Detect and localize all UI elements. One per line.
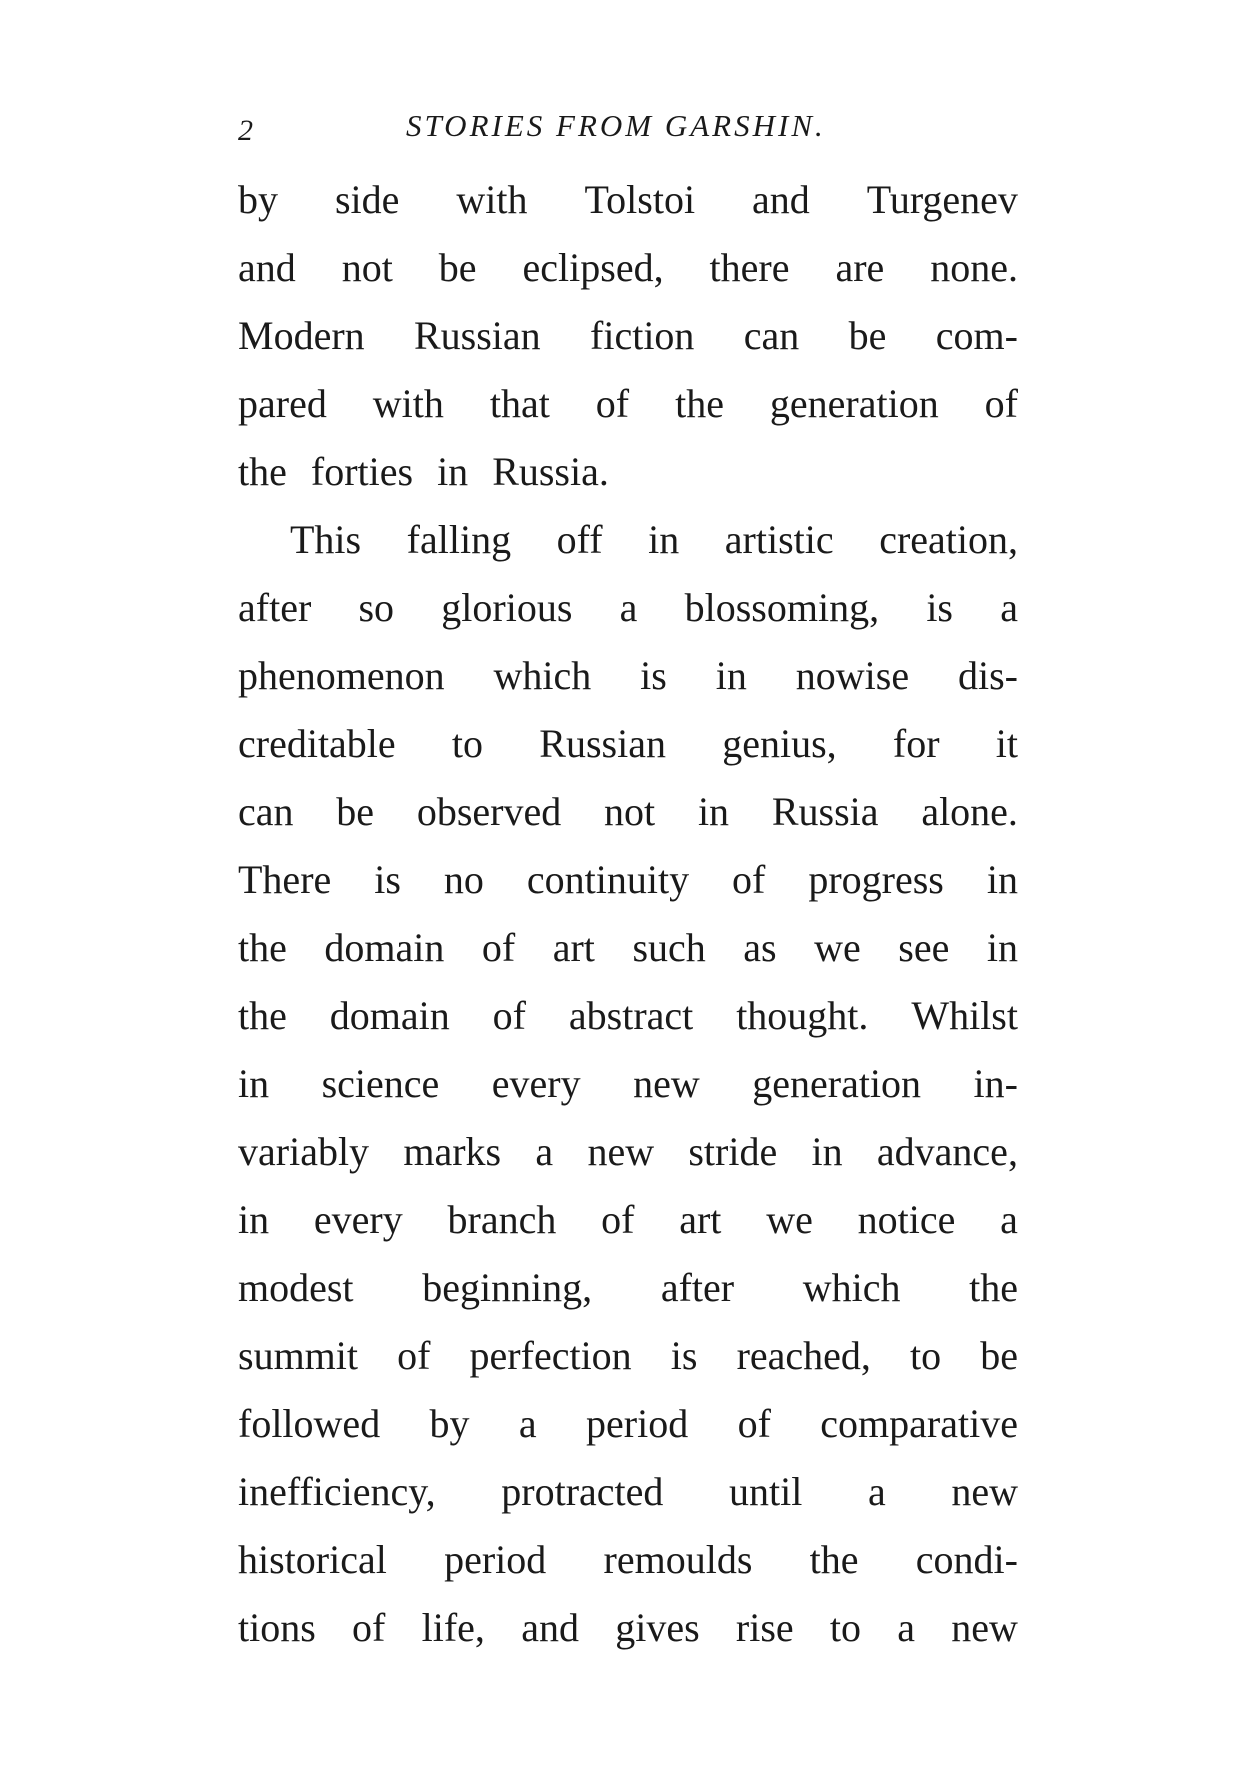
word: the	[238, 993, 287, 1038]
word: a	[1000, 585, 1018, 630]
text-line	[238, 234, 1018, 302]
text-line	[238, 370, 1018, 438]
word: art	[552, 925, 595, 970]
word: the	[238, 925, 287, 970]
word: progress	[808, 857, 944, 902]
word: can	[238, 789, 294, 834]
word: a	[897, 1605, 916, 1650]
word: and	[238, 245, 296, 290]
word: Russia	[771, 789, 879, 834]
word: variably	[238, 1129, 370, 1174]
word: period	[444, 1537, 547, 1582]
word: rise	[735, 1605, 794, 1650]
word: so	[358, 585, 395, 630]
word: to	[829, 1605, 862, 1650]
word: in	[238, 1197, 270, 1242]
running-title: STORIES FROM GARSHIN.	[406, 108, 826, 143]
word: is	[670, 1333, 698, 1378]
word: of	[737, 1401, 771, 1446]
word: domain	[329, 993, 450, 1038]
word: is	[374, 857, 401, 902]
word: eclipsed,	[522, 245, 664, 290]
word: continuity	[526, 857, 690, 902]
word: the	[238, 449, 287, 494]
text-line	[238, 1050, 1018, 1118]
word: in	[697, 789, 730, 834]
word: until	[729, 1469, 803, 1514]
word: in	[437, 449, 469, 494]
text-line	[238, 1186, 1018, 1254]
word: to	[451, 721, 484, 766]
word: beginning,	[422, 1265, 593, 1310]
text-line	[238, 574, 1018, 642]
word: alone.	[921, 789, 1018, 834]
word: Whilst	[911, 993, 1018, 1038]
text-line	[238, 302, 1018, 370]
word: reached,	[736, 1333, 871, 1378]
word: This	[290, 517, 362, 562]
word: artistic	[724, 517, 834, 562]
word: of	[595, 381, 630, 426]
word: dis-	[957, 653, 1018, 698]
word: Modern	[238, 313, 365, 358]
word: see	[898, 925, 950, 970]
word: are	[835, 245, 885, 290]
text-line	[238, 506, 1018, 574]
word: a	[518, 1401, 537, 1446]
word: abstract	[568, 993, 694, 1038]
word: to	[910, 1333, 942, 1378]
word: be	[438, 245, 477, 290]
word: pared	[238, 381, 327, 426]
word: for	[892, 721, 940, 766]
word: in-	[973, 1061, 1018, 1106]
word: not	[604, 789, 656, 834]
word: Russian	[413, 313, 541, 358]
word: be	[336, 789, 375, 834]
word: by	[429, 1401, 470, 1446]
word: after	[660, 1265, 735, 1310]
text-line	[238, 1322, 1018, 1390]
word: none.	[930, 245, 1018, 290]
word: off	[556, 517, 603, 562]
word: of	[732, 857, 766, 902]
word: of	[481, 925, 516, 970]
word: with	[372, 381, 444, 426]
word: Russia.	[492, 449, 609, 494]
text-line	[238, 1390, 1018, 1458]
word: we	[766, 1197, 813, 1242]
word: is	[926, 585, 953, 630]
word: the	[969, 1265, 1018, 1310]
word: of	[601, 1197, 635, 1242]
text-line	[238, 778, 1018, 846]
word: the	[675, 381, 724, 426]
word: advance,	[876, 1129, 1018, 1174]
text-line	[238, 1118, 1018, 1186]
word: of	[352, 1605, 386, 1650]
text-line	[238, 1458, 1018, 1526]
word: the	[809, 1537, 859, 1582]
word: tions	[238, 1605, 316, 1650]
word: com-	[935, 313, 1018, 358]
word: art	[679, 1197, 722, 1242]
word: comparative	[820, 1401, 1018, 1446]
text-line	[238, 1526, 1018, 1594]
word: be	[848, 313, 887, 358]
word: new	[587, 1129, 655, 1174]
word: life,	[421, 1605, 485, 1650]
text-line	[238, 982, 1018, 1050]
word: of	[397, 1333, 431, 1378]
word: new	[951, 1605, 1018, 1650]
word: in	[648, 517, 680, 562]
word: marks	[403, 1129, 502, 1174]
word: in	[238, 1061, 270, 1106]
word: perfection	[469, 1333, 632, 1378]
word: nowise	[795, 653, 910, 698]
word: not	[341, 245, 393, 290]
word: There	[238, 857, 332, 902]
word: such	[632, 925, 706, 970]
text-line	[238, 438, 1018, 506]
word: in	[715, 653, 747, 698]
word: a	[535, 1129, 554, 1174]
word: of	[492, 993, 526, 1038]
body-text	[238, 166, 1018, 1662]
word: gives	[615, 1605, 700, 1650]
word: side	[334, 177, 400, 222]
word: which	[493, 653, 592, 698]
word: be	[980, 1333, 1018, 1378]
word: falling	[406, 517, 512, 562]
word: condi-	[915, 1537, 1018, 1582]
word: summit	[238, 1333, 359, 1378]
word: in	[811, 1129, 843, 1174]
word: notice	[857, 1197, 956, 1242]
word: stride	[688, 1129, 778, 1174]
word: after	[238, 585, 312, 630]
page-number: 2	[238, 114, 253, 147]
word: domain	[324, 925, 445, 970]
word: that	[489, 381, 550, 426]
word: generation	[752, 1061, 922, 1106]
text-line	[238, 1254, 1018, 1322]
word: in	[986, 857, 1018, 902]
word: and	[521, 1605, 579, 1650]
text-line	[238, 1594, 1018, 1662]
word: genius,	[722, 721, 837, 766]
text-line	[238, 710, 1018, 778]
word: thought.	[736, 993, 869, 1038]
word: creation,	[879, 517, 1018, 562]
word: every	[491, 1061, 581, 1106]
word: phenomenon	[238, 653, 445, 698]
word: Russian	[539, 721, 666, 766]
word: by	[238, 177, 278, 222]
word: there	[709, 245, 790, 290]
word: protracted	[501, 1469, 664, 1514]
word: science	[321, 1061, 440, 1106]
word: as	[743, 925, 777, 970]
running-head	[238, 108, 1018, 148]
word: in	[986, 925, 1018, 970]
word: historical	[238, 1537, 387, 1582]
word: new	[951, 1469, 1018, 1514]
word: a	[1000, 1197, 1018, 1242]
word: Turgenev	[866, 177, 1018, 222]
word: and	[752, 177, 810, 222]
word: generation	[769, 381, 939, 426]
word: modest	[238, 1265, 354, 1310]
word: no	[443, 857, 484, 902]
word: new	[633, 1061, 700, 1106]
word: remoulds	[603, 1537, 753, 1582]
word: of	[984, 381, 1018, 426]
text-line	[238, 642, 1018, 710]
word: which	[802, 1265, 901, 1310]
word: glorious	[441, 585, 573, 630]
word: fiction	[590, 313, 695, 358]
word: period	[586, 1401, 689, 1446]
word: followed	[238, 1401, 381, 1446]
word: it	[995, 721, 1018, 766]
word: is	[640, 653, 667, 698]
text-line	[238, 166, 1018, 234]
word: Tolstoi	[584, 177, 696, 222]
word: observed	[416, 789, 562, 834]
word: forties	[310, 449, 414, 494]
word: creditable	[238, 721, 396, 766]
text-line	[238, 914, 1018, 982]
word: a	[619, 585, 638, 630]
text-line	[238, 846, 1018, 914]
word: branch	[447, 1197, 557, 1242]
word: a	[867, 1469, 886, 1514]
word: we	[814, 925, 861, 970]
word: with	[456, 177, 528, 222]
word: can	[743, 313, 800, 358]
word: every	[313, 1197, 403, 1242]
word: inefficiency,	[238, 1469, 436, 1514]
word: blossoming,	[684, 585, 880, 630]
